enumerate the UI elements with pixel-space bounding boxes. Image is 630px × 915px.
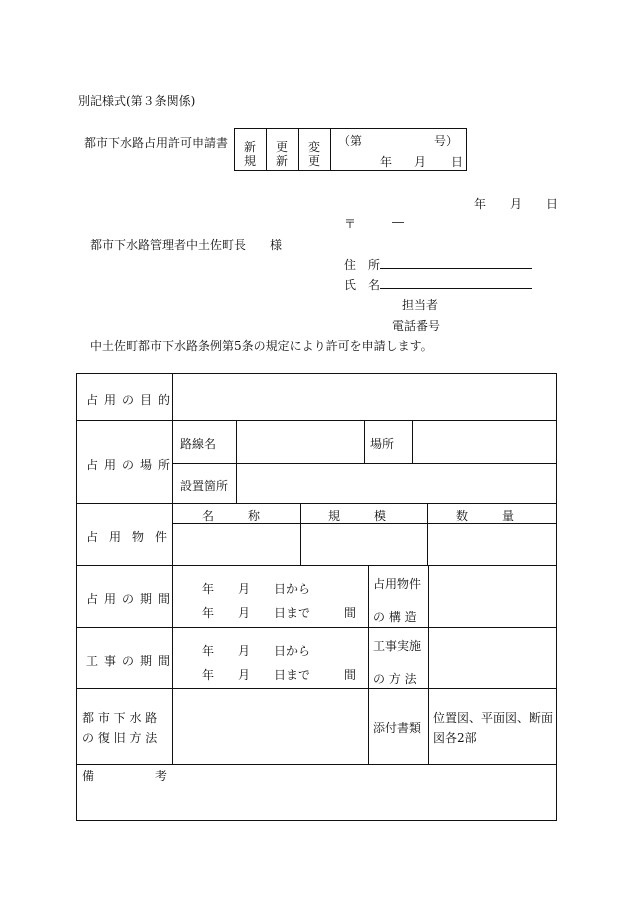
work-from-month: 月 xyxy=(238,644,251,658)
col-scale-header: 規 模 xyxy=(328,509,398,523)
attachments-value-1: 位置図、平面図、断面 xyxy=(433,711,554,725)
period-from-month: 月 xyxy=(238,582,251,596)
period-to-day: 日まで xyxy=(274,606,311,620)
structure-label-2: の 構 造 xyxy=(373,610,417,624)
form-label: 別記様式(第３条関係) xyxy=(78,94,196,108)
remarks-label-1: 備 xyxy=(82,769,95,783)
route-name-label: 路線名 xyxy=(180,437,217,451)
person-in-charge: 担当者 xyxy=(402,298,439,312)
period-from-day: 日から xyxy=(274,582,311,596)
work-to-year: 年 xyxy=(202,668,215,682)
period-to-month: 月 xyxy=(238,606,251,620)
install-point-label: 設置箇所 xyxy=(180,479,229,493)
work-method-label-2: の 方 法 xyxy=(373,672,417,686)
attachments-value-2: 図各2部 xyxy=(433,731,477,745)
addressee: 都市下水路管理者中土佐町長 様 xyxy=(90,238,283,252)
date-day: 日 xyxy=(546,197,559,211)
objects-label: 占用物件 xyxy=(86,530,179,544)
work-to-day: 日まで xyxy=(274,668,311,682)
period-span: 間 xyxy=(344,606,357,620)
place-label: 場所 xyxy=(370,437,395,451)
postal-mark: 〒 xyxy=(344,217,357,231)
phone-number-label: 電話番号 xyxy=(392,319,441,333)
number-year: 年 xyxy=(380,155,393,169)
period-label: 占用の期間 xyxy=(86,592,177,606)
remarks-label-2: 考 xyxy=(155,769,168,783)
location-label: 占用の場所 xyxy=(86,458,177,472)
purpose-label: 占用の目的 xyxy=(86,393,177,407)
attachments-label: 添付書類 xyxy=(373,721,422,735)
work-from-day: 日から xyxy=(274,644,311,658)
col-name-header: 名 称 xyxy=(202,509,272,523)
number-month: 月 xyxy=(414,155,427,169)
name-line xyxy=(380,288,532,289)
restore-label-1: 都 市 下 水 路 xyxy=(82,711,158,725)
work-span: 間 xyxy=(344,668,357,682)
date-year: 年 xyxy=(474,197,487,211)
period-from-year: 年 xyxy=(202,582,215,596)
work-period-label: 工事の期間 xyxy=(86,654,177,668)
number-close: 号） xyxy=(434,134,459,148)
address-line xyxy=(380,268,532,269)
col-qty-header: 数 量 xyxy=(456,509,526,523)
type-renew-1: 更 xyxy=(276,140,289,154)
number-open: （第 xyxy=(338,134,363,148)
address-label: 住 所 xyxy=(344,258,381,272)
type-change-2: 更 xyxy=(308,154,321,168)
structure-label-1: 占用物件 xyxy=(373,577,422,591)
work-from-year: 年 xyxy=(202,644,215,658)
name-label: 氏 名 xyxy=(344,278,381,292)
restore-label-2: の 復 旧 方 法 xyxy=(82,731,158,745)
type-change-1: 変 xyxy=(308,140,321,154)
work-method-label-1: 工事実施 xyxy=(373,639,422,653)
date-month: 月 xyxy=(510,197,523,211)
number-day: 日 xyxy=(451,155,464,169)
work-to-month: 月 xyxy=(238,668,251,682)
form-title: 都市下水路占用許可申請書 xyxy=(84,136,229,150)
period-to-year: 年 xyxy=(202,606,215,620)
intro-text: 中土佐町都市下水路条例第5条の規定により許可を申請します。 xyxy=(90,339,433,353)
type-new-1: 新 xyxy=(244,140,257,154)
type-renew-2: 新 xyxy=(276,154,289,168)
type-new-2: 規 xyxy=(244,154,257,168)
postal-dash: ― xyxy=(392,215,404,229)
